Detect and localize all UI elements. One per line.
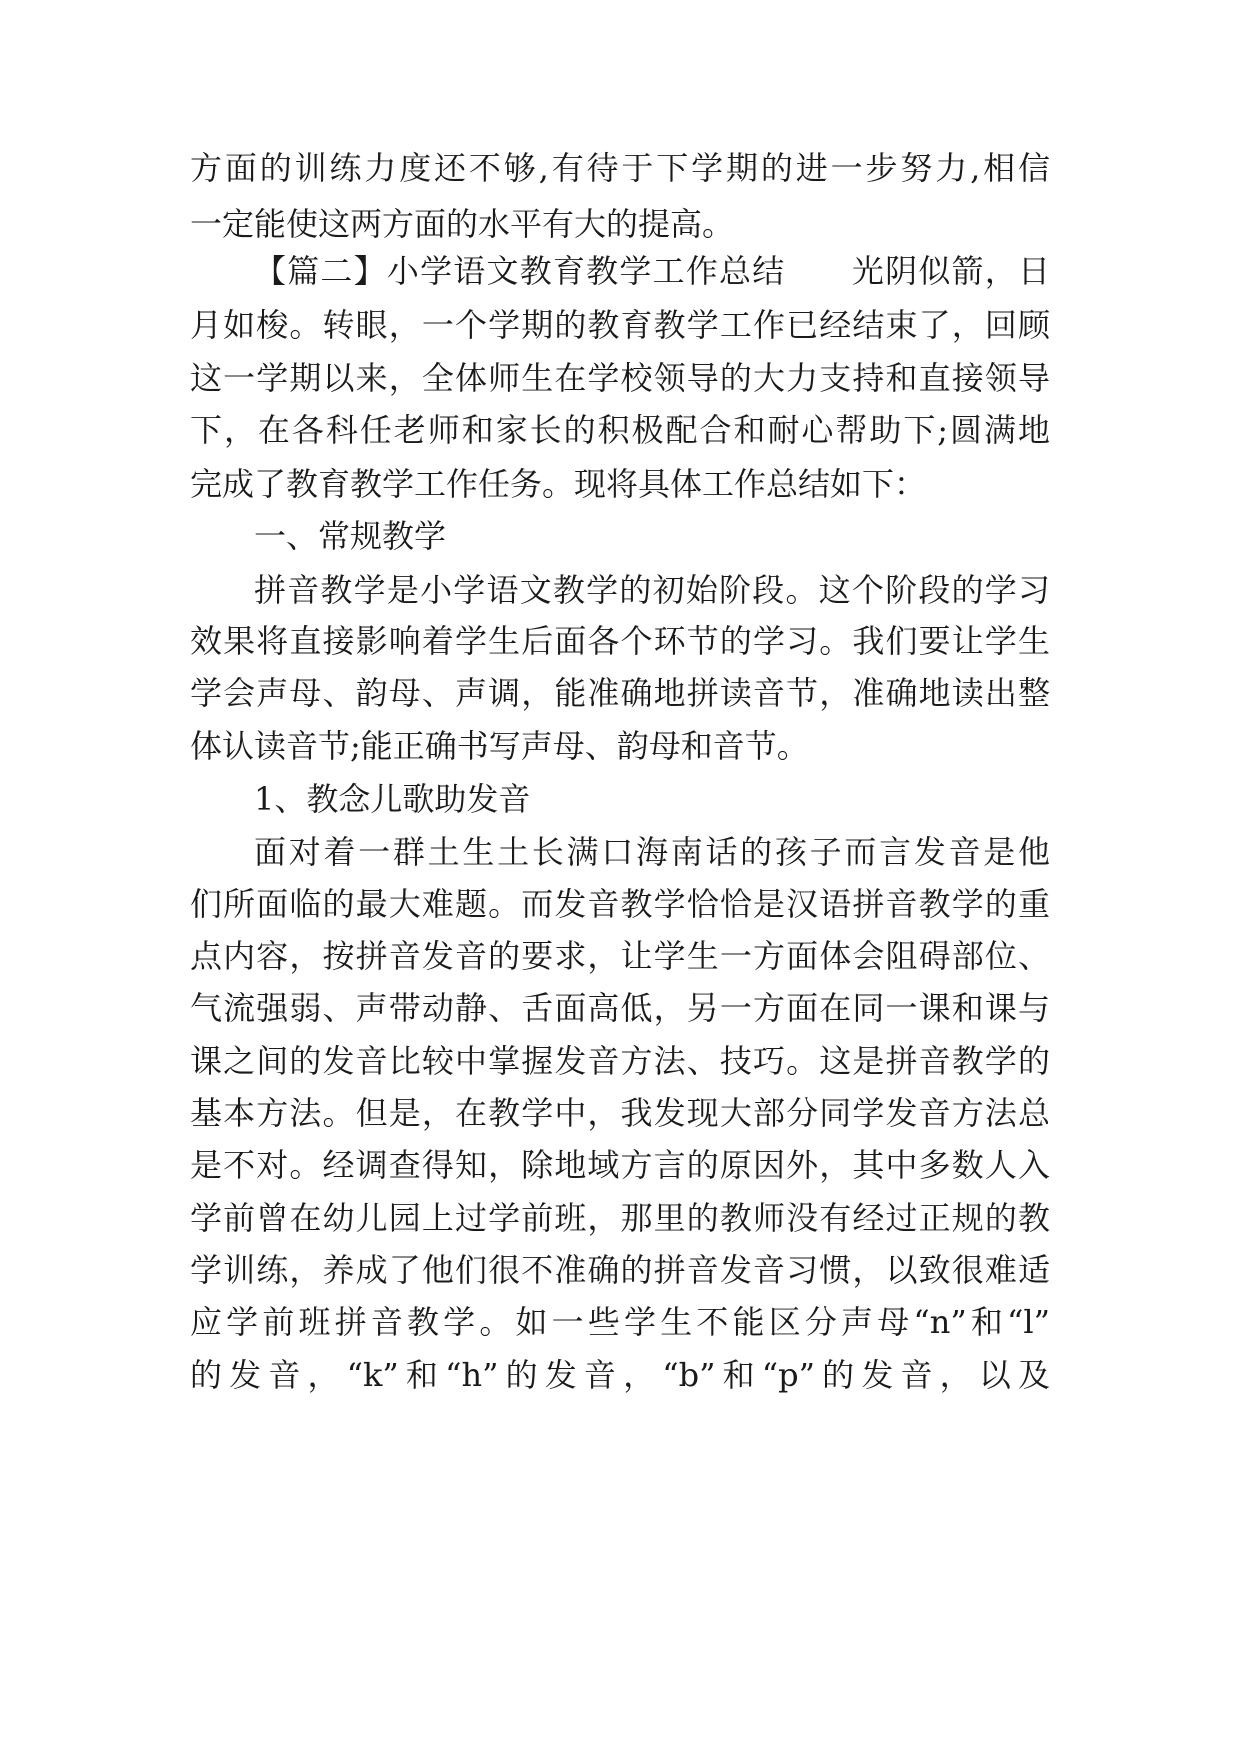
section-heading-line: 【篇二】小学语文教育教学工作总结 光阴似箭，日: [254, 252, 1050, 290]
text-line-2: 一定能使这两方面的水平有大的提高。: [190, 205, 735, 243]
text-line-9: 拼音教学是小学语文教学的初始阶段。这个阶段的学习: [254, 571, 1050, 609]
text-line-4: 月如梭。转眼，一个学期的教育教学工作已经结束了，回顾: [190, 306, 1050, 344]
text-line-23: 应学前班拼音教学。如一些学生不能区分声母“n”和“l”: [190, 1303, 1050, 1341]
text-line-7: 完成了教育教学工作任务。现将具体工作总结如下：: [190, 465, 927, 503]
text-line-1: 方面的训练力度还不够,有待于下学期的进一步努力,相信: [190, 149, 1050, 187]
text-line-16: 点内容，按拼音发音的要求，让学生一方面体会阻碍部位、: [190, 937, 1050, 975]
text-line-10: 效果将直接影响着学生后面各个环节的学习。我们要让学生: [190, 622, 1050, 660]
text-line-20: 是不对。经调查得知，除地域方言的原因外，其中多数人入: [190, 1146, 1050, 1184]
text-line-5: 这一学期以来，全体师生在学校领导的大力支持和直接领导: [190, 359, 1050, 397]
text-line-11: 学会声母、韵母、声调，能准确地拼读音节，准确地读出整: [190, 674, 1050, 712]
text-line-14: 面对着一群土生土长满口海南话的孩子而言发音是他: [254, 833, 1050, 871]
text-line-24: 的发音，“k”和“h”的发音，“b”和“p”的发音，以及: [190, 1356, 1050, 1394]
text-line-18: 课之间的发音比较中掌握发音方法、技巧。这是拼音教学的: [190, 1042, 1050, 1080]
text-line-15: 们所面临的最大难题。而发音教学恰恰是汉语拼音教学的重: [190, 885, 1050, 923]
text-line-12: 体认读音节;能正确书写声母、韵母和音节。: [190, 727, 809, 765]
subheading-line-2: 1、教念儿歌助发音: [254, 780, 531, 818]
text-line-22: 学训练，养成了他们很不准确的拼音发音习惯，以致很难适: [190, 1251, 1050, 1289]
text-line-17: 气流强弱、声带动静、舌面高低，另一方面在同一课和课与: [190, 989, 1050, 1027]
subheading-line: 一、常规教学: [254, 517, 447, 555]
text-line-6: 下，在各科任老师和家长的积极配合和耐心帮助下;圆满地: [190, 411, 1050, 449]
text-line-21: 学前曾在幼儿园上过学前班，那里的教师没有经过正规的教: [190, 1199, 1050, 1237]
text-line-19: 基本方法。但是，在教学中，我发现大部分同学发音方法总: [190, 1094, 1050, 1132]
